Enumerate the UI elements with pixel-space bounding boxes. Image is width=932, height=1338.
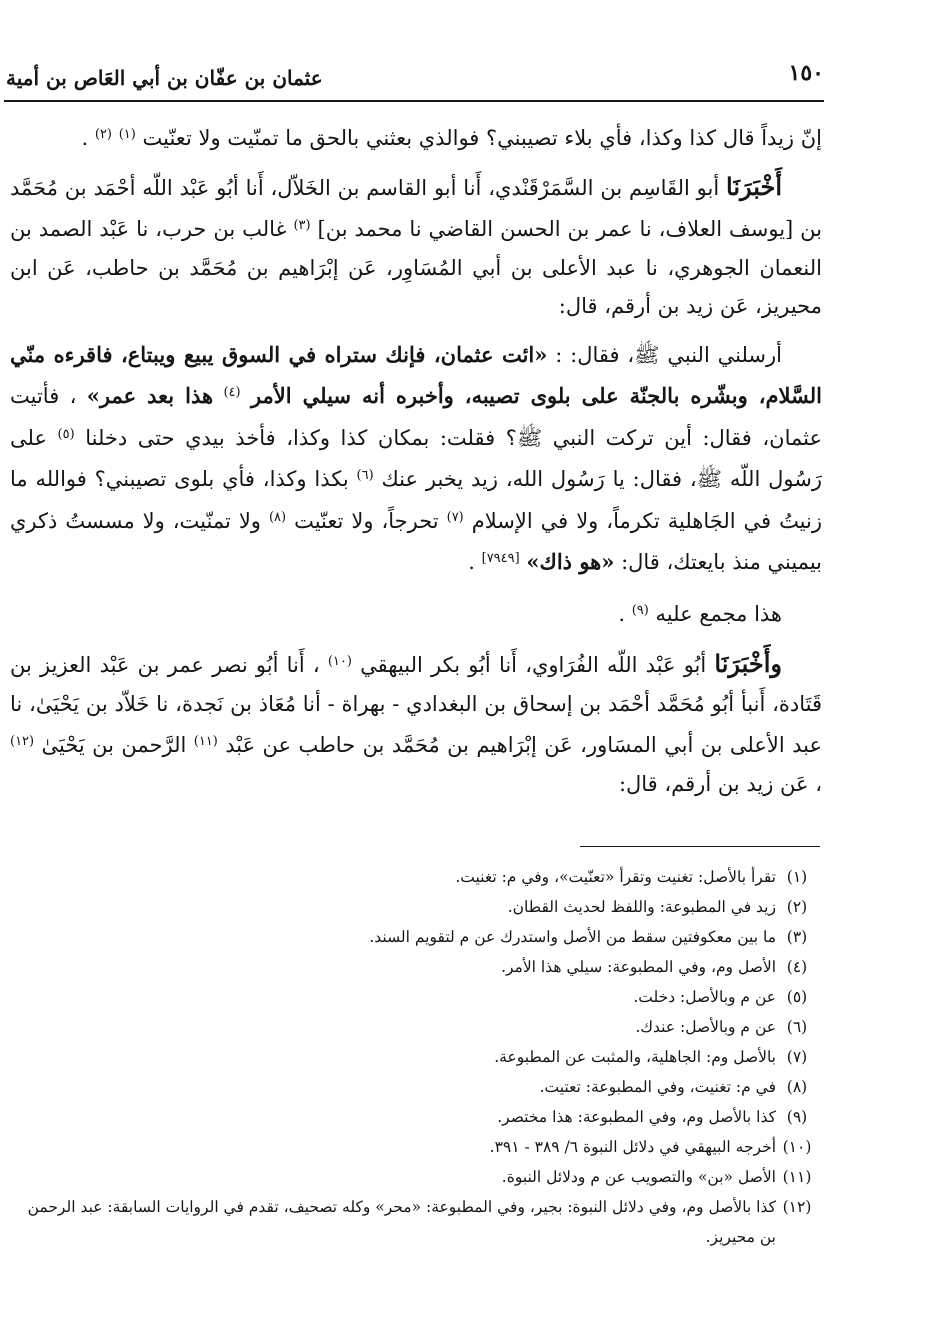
footnote-number: (٦) <box>786 1018 808 1036</box>
page-header <box>4 60 824 102</box>
footnote-text: في م: تغنيت، وفي المطبوعة: تعتيت. <box>539 1078 776 1096</box>
footnote-item <box>10 952 818 982</box>
footnote-text: عن م وبالأصل: عندك. <box>635 1018 776 1036</box>
footnote-text: الأصل «بن» والتصويب عن م ودلائل النبوة. <box>501 1168 776 1186</box>
footnote-text: زيد في المطبوعة: واللفظ لحديث القطان. <box>507 898 776 916</box>
footnote-ref-8: (٨) <box>268 509 287 525</box>
isnad-keyword: أَخْبَرَنَا <box>726 171 782 201</box>
footnote-number: (٩) <box>786 1108 808 1126</box>
footnote-ref-12: (١٢) <box>10 734 35 749</box>
footnote-number: (٨) <box>786 1078 808 1096</box>
footnote-text: عن م وبالأصل: دخلت. <box>633 988 776 1006</box>
main-text <box>10 116 822 803</box>
footnote-text: ما بين معكوفتين سقط من الأصل واستدرك عن م لتقويم السند. <box>369 928 776 946</box>
footnote-ref-7: (٧) <box>446 509 464 525</box>
footnote-text: تقرأ بالأصل: تغنيت وتقرأ «تعنّيت»، وفي م: تغنيت. <box>455 868 776 886</box>
footnote-item <box>10 982 818 1012</box>
footnote-item <box>10 1102 818 1132</box>
footnotes <box>10 862 818 1252</box>
paragraph-4: هذا مجمع عليه $^{(٩)}$ . <box>618 601 782 626</box>
footnote-ref-9: (٩) <box>631 602 649 618</box>
hadith-quote: «ائت عثمان، فإنك ستراه في السوق يبيع ويبتاع، فاقرءه منّي السَّلام، وبشّره بالجنّة على بلوى تصيبه، وأخبره أنه سيلي الأمر <box>10 341 823 408</box>
footnote-item <box>10 1192 818 1252</box>
footnote-text: الأصل وم، وفي المطبوعة: سيلي هذا الأمر. <box>501 958 776 976</box>
isnad-keyword: وأَخْبَرَنَا <box>714 649 782 678</box>
footnote-ref-6: (٦) <box>356 468 374 483</box>
footnote-item <box>10 1012 818 1042</box>
footnote-number: (٧) <box>786 1048 808 1066</box>
footnote-text: كذا بالأصل وم، وفي المطبوعة: هذا مختصر. <box>497 1108 776 1126</box>
footnote-number: (١٢) <box>782 1198 812 1216</box>
footnote-item <box>10 1042 818 1072</box>
footnote-ref-11: (١١) <box>193 734 218 749</box>
footnote-text: أخرجه البيهقي في دلائل النبوة ٦/ ٣٨٩ - ٣٩١. <box>489 1138 776 1156</box>
paragraph-3: أرسلني النبي ﷺ، فقال: : «ائت عثمان، فإنك ستراه في السوق يبيع ويبتاع، فاقرءه منّي السَّلام، وبشّره بالجنّة على بلوى تصيبه، وأخبره أنه سيلي الأمر $^{(٤)}$ هذا بعد عمر» ، فأتيت عثمان، فقال: أين تركت النبي ﷺ؟ فقلت: بمكان كذا وكذا، فأخذ بيدي حتى دخلنا $^{(٥)}$ على رَسُول اللّه ﷺ، فقال: يا رَسُول الله، زيد يخبر عنك $^{(٦)}$ بكذا وكذا، فأي بلوى تصيبني؟ فوالله ما زنيتُ في الجَاهلية تكرماً، ولا في الإسلام $^{(٧)}$ تحرجاً، ولا تعنّيت $^{(٨)}$ ولا تمنّيت، ولا مسستُ ذكري بيميني منذ بايعتك، قال: «هو ذاك» [٧٩٤٩] . <box>10 341 823 574</box>
footnote-item <box>10 1162 818 1192</box>
footnote-number: (٣) <box>786 928 808 946</box>
footnote-number: (٤) <box>786 958 808 976</box>
footnote-item <box>10 1072 818 1102</box>
paragraph-2: أَخْبَرَنَا أبو القَاسِم بن السَّمَرْقَنْدي، أَنا أبو القاسم بن الخَلاّل، أَنا أبُو عَبْد اللّه أحْمَد بن مُحَمَّد بن [يوسف العلاف، نا عمر بن الحسن القاضي نا محمد بن] $^{(٣)}$ غالب بن حرب، نا عَبْد الصمد بن النعمان الجوهري، نا عبد الأعلى بن أبي المُسَاوِر، عَن إبْرَاهيم بن مُحَمَّد بن حاطب، عَن ابن محيريز، عَن زيد بن أرقم، قال: <box>10 171 822 318</box>
footnote-separator <box>580 846 820 847</box>
footnote-number: (١) <box>786 868 808 886</box>
footnote-item <box>10 1132 818 1162</box>
footnote-ref-5: (٥) <box>57 426 75 442</box>
running-title: عثمان بن عفّان بن أبي العَاص بن أمية <box>6 66 323 90</box>
footnote-number: (١١) <box>782 1168 812 1186</box>
footnote-item <box>10 862 818 892</box>
hadith-number: [٧٩٤٩] <box>481 551 520 566</box>
footnote-number: (١٠) <box>782 1138 812 1156</box>
footnote-item <box>10 922 818 952</box>
footnote-item <box>10 892 818 922</box>
paragraph-1: إنّ زيداً قال كذا وكذا، فأي بلاء تصيبني؟ فوالذي بعثني بالحق ما تمنّيت ولا تعنّيت $^{(١)}$ $^{(٢)}$ . <box>81 126 822 150</box>
page-number: ١٥٠ <box>788 60 824 86</box>
footnote-ref-1: (١) <box>118 127 136 142</box>
footnote-ref-3: (٣) <box>293 218 311 233</box>
footnote-number: (٢) <box>786 898 808 916</box>
paragraph-5: وأَخْبَرَنَا أبُو عَبْد اللّه الفُرَاوي، أَنا أبُو بكر البيهقي $^{(١٠)}$ ، أَنا أبُو نصر عمر بن عَبْد العزيز بن قَتَادة، أَنبأ أبُو مُحَمَّد أحْمَد بن إسحاق بن البغدادي - بهراة - أنا مُعَاذ بن نَجدة، نا خَلاّد بن يَحْيَىٰ، نا عبد الأعلى بن أبي المسَاور، عَن إبْرَاهيم بن مُحَمَّد بن حاطب عن عَبْد $^{(١١)}$ الرَّحمن بن يَحْيَىٰ $^{(١٢)}$ ، عَن زيد بن أرقم، قال: <box>10 649 823 796</box>
footnote-ref-10: (١٠) <box>327 654 352 669</box>
footnote-text: كذا بالأصل وم، وفي دلائل النبوة: بجير، وفي المطبوعة: «محر» وكله تصحيف، تقدم في الروايات السابقة: عبد الرحمن بن محيريز. <box>27 1198 776 1246</box>
footnote-number: (٥) <box>786 988 808 1006</box>
footnote-text: بالأصل وم: الجاهلية، والمثبت عن المطبوعة. <box>494 1048 776 1066</box>
footnote-ref-2: (٢) <box>94 127 112 142</box>
footnote-ref-4: (٤) <box>223 385 241 400</box>
